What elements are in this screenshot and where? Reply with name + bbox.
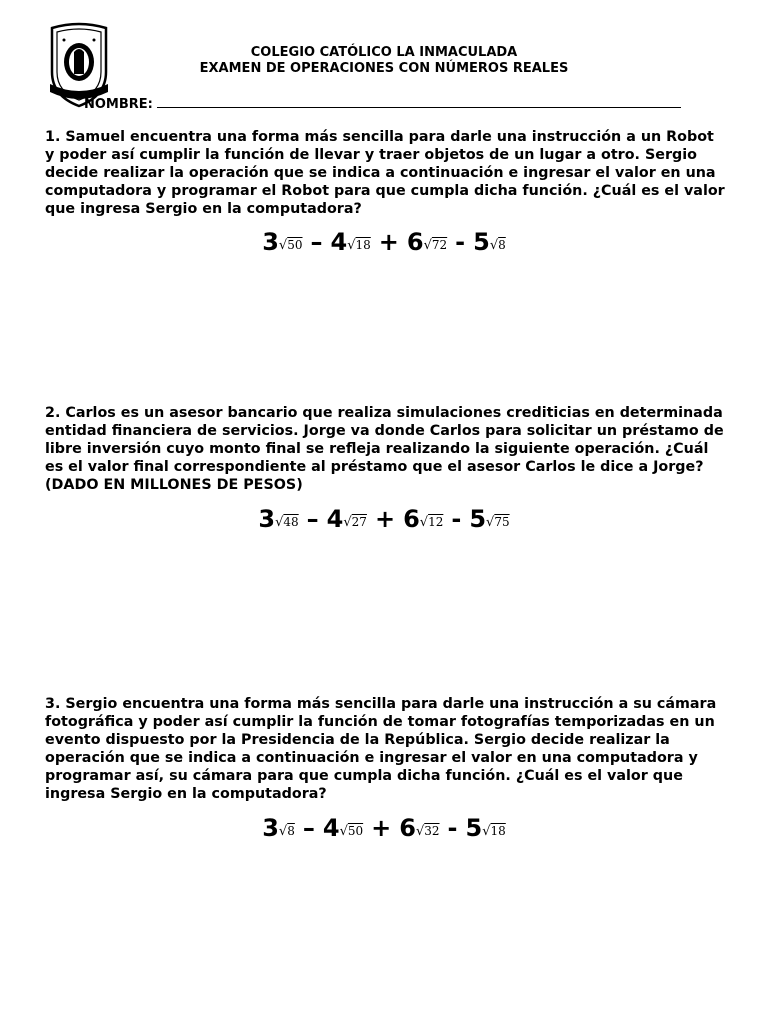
square-root-icon: √ xyxy=(339,824,348,839)
formula-operator: – xyxy=(306,505,319,533)
radicand: 50 xyxy=(287,238,303,252)
square-root-radical xyxy=(482,824,506,838)
formula-operator: – xyxy=(310,228,323,256)
square-root-radical xyxy=(343,515,367,529)
formula-coefficient: 4 xyxy=(330,228,348,256)
radicand: 12 xyxy=(428,515,444,529)
square-root-icon: √ xyxy=(275,515,284,530)
square-root-icon: √ xyxy=(278,824,288,839)
square-root-icon: √ xyxy=(489,238,499,253)
formula-coefficient: 6 xyxy=(406,228,424,256)
formula-coefficient: 5 xyxy=(473,228,490,256)
square-root-radical xyxy=(490,238,506,252)
school-name: COLEGIO CATÓLICO LA INMACULADA xyxy=(250,45,518,60)
radicand: 18 xyxy=(355,238,371,252)
square-root-icon: √ xyxy=(486,515,495,530)
square-root-radical xyxy=(347,238,371,252)
radicand: 8 xyxy=(287,824,295,838)
formula-coefficient: 6 xyxy=(399,814,416,842)
formula-operator: + xyxy=(374,505,396,533)
formula-operator: + xyxy=(371,814,392,842)
exam-header xyxy=(0,45,768,77)
radicand: 8 xyxy=(498,238,506,252)
name-blank-line[interactable] xyxy=(157,95,681,108)
question-1-formula xyxy=(0,228,768,256)
square-root-icon: √ xyxy=(423,238,432,253)
square-root-radical xyxy=(279,238,303,252)
radicand: 32 xyxy=(424,824,440,838)
formula-operator: - xyxy=(447,814,458,842)
name-label: NOMBRE: xyxy=(84,97,153,112)
square-root-icon: √ xyxy=(278,238,288,253)
square-root-icon: √ xyxy=(343,515,352,530)
formula-operator: - xyxy=(451,505,462,533)
formula-operator: + xyxy=(378,228,399,256)
formula-coefficient: 3 xyxy=(258,505,276,533)
radicand: 72 xyxy=(431,238,448,252)
radicand: 27 xyxy=(351,515,367,529)
formula-coefficient: 6 xyxy=(403,505,420,533)
square-root-radical xyxy=(486,515,510,529)
question-1-text: 1. Samuel encuentra una forma más sencilla para darle una instrucción a un Robot y poder así cumplir la función de llevar y traer objetos de un lugar a otro. Sergio decide realizar la operación que se indica a continuación e ingresar el valor en una computadora y programar el Robot para que cumpla dicha función. ¿Cuál es el valor que ingresa Sergio en la computadora? xyxy=(45,129,725,217)
question-3-text: 3. Sergio encuentra una forma más sencilla para darle una instrucción a su cámara fotográfica y poder así cumplir la función de tomar fotografías temporizadas en un evento dispuesto por la Presidencia de la República. Sergio decide realizar la operación que se indica a continuación e ingresar el valor en una computadora y programar así, su cámara para que cumpla dicha función. ¿Cuál es el valor que ingresa Sergio en la computadora? xyxy=(45,696,717,802)
radicand: 50 xyxy=(347,824,364,838)
square-root-icon: √ xyxy=(482,824,491,839)
square-root-icon: √ xyxy=(347,238,356,253)
square-root-radical xyxy=(279,824,295,838)
square-root-radical xyxy=(416,824,440,838)
formula-coefficient: 5 xyxy=(465,814,483,842)
radicand: 48 xyxy=(283,515,299,529)
square-root-icon: √ xyxy=(419,515,429,530)
question-2-formula xyxy=(0,505,768,533)
formula-coefficient: 5 xyxy=(469,505,487,533)
exam-title: EXAMEN DE OPERACIONES CON NÚMEROS REALES xyxy=(199,61,569,76)
square-root-radical xyxy=(340,824,364,838)
formula-coefficient: 4 xyxy=(322,814,340,842)
name-field-row xyxy=(84,95,681,112)
formula-coefficient: 4 xyxy=(326,505,344,533)
formula-operator: – xyxy=(302,814,315,842)
square-root-radical xyxy=(424,238,448,252)
question-3-formula xyxy=(0,814,768,842)
square-root-icon: √ xyxy=(415,824,425,839)
formula-coefficient: 3 xyxy=(262,814,279,842)
square-root-radical xyxy=(420,515,444,529)
square-root-radical xyxy=(275,515,299,529)
radicand: 75 xyxy=(494,515,510,529)
formula-coefficient: 3 xyxy=(262,228,279,256)
formula-operator: - xyxy=(455,228,466,256)
question-2-text: 2. Carlos es un asesor bancario que realiza simulaciones crediticias en determinada entidad financiera de servicios. Jorge va donde Carlos para solicitar un préstamo de libre inversión cuyo monto final se refleja realizando la siguiente operación. ¿Cuál es el valor final correspondiente al préstamo que el asesor Carlos le dice a Jorge? (DADO EN MILLONES DE PESOS) xyxy=(45,405,724,493)
radicand: 18 xyxy=(490,824,506,838)
